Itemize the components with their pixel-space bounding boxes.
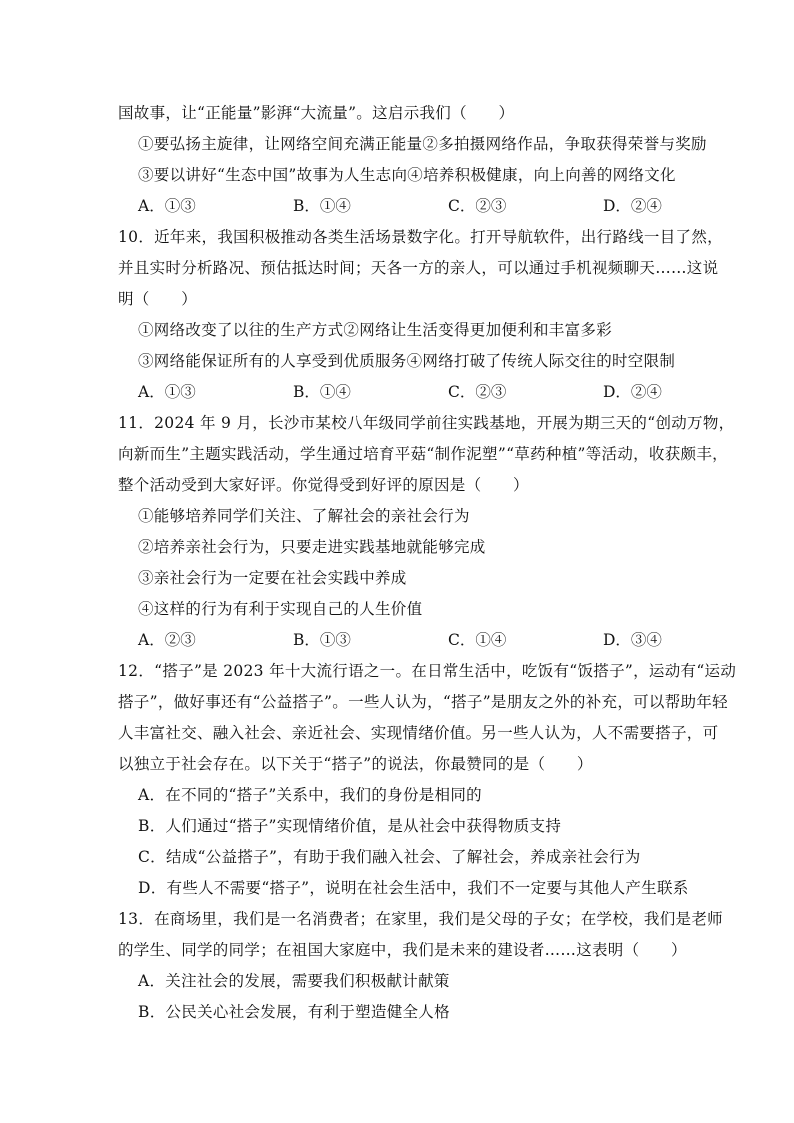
q9-option-d[interactable]: D．②④ bbox=[603, 197, 662, 215]
q12-option-b[interactable]: B．人们通过“搭子”实现情绪价值，是从社会中获得物质支持 bbox=[138, 817, 562, 835]
q9-stem-tail: 国故事，让“正能量”影湃“大流量”。这启示我们（ ） bbox=[118, 104, 515, 122]
q12-stem-line-3: 人丰富社交、融入社会、亲近社会、实现情绪价值。另一些人认为，人不需要搭子，可 bbox=[118, 724, 719, 742]
q10-stem-line-2: 并且实时分析路况、预估抵达时间；天各一方的亲人，可以通过手机视频聊天……这说 bbox=[118, 259, 719, 277]
q10-statement-3-4: ③网络能保证所有的人享受到优质服务④网络打破了传统人际交往的时空限制 bbox=[138, 352, 676, 370]
q11-stem-line-3: 整个活动受到大家好评。你觉得受到好评的原因是（ ） bbox=[118, 476, 529, 494]
q11-stem-line-1: 11．2024 年 9 月，长沙市某校八年级同学前往实践基地，开展为期三天的“创动万物， bbox=[118, 414, 735, 432]
q11-option-b[interactable]: B．①③ bbox=[293, 631, 351, 649]
q10-option-a[interactable]: A．①③ bbox=[138, 383, 196, 401]
q10-option-b[interactable]: B．①④ bbox=[293, 383, 351, 401]
q9-options bbox=[138, 196, 698, 216]
q10-stem-line-3: 明（ ） bbox=[118, 290, 198, 308]
q12-stem-line-4: 以独立于社会存在。以下关于“搭子”的说法，你最赞同的是（ ） bbox=[118, 755, 593, 773]
q9-option-a[interactable]: A．①③ bbox=[138, 197, 196, 215]
q10-stem-line-1: 10．近年来，我国积极推动各类生活场景数字化。打开导航软件，出行路线一目了然， bbox=[118, 228, 723, 246]
q10-options bbox=[138, 382, 698, 402]
q11-option-c[interactable]: C．①④ bbox=[448, 631, 507, 649]
q13-stem-line-1: 13．在商场里，我们是一名消费者；在家里，我们是父母的子女；在学校，我们是老师 bbox=[118, 910, 723, 928]
q9-statement-1-2: ①要弘扬主旋律，让网络空间充满正能量②多拍摄网络作品，争取获得荣誉与奖励 bbox=[138, 135, 707, 153]
q10-statement-1-2: ①网络改变了以往的生产方式②网络让生活变得更加便利和丰富多彩 bbox=[138, 321, 613, 339]
q9-option-b[interactable]: B．①④ bbox=[293, 197, 351, 215]
q12-option-d[interactable]: D．有些人不需要“搭子”，说明在社会生活中，我们不一定要与其他人产生联系 bbox=[138, 879, 689, 897]
q10-option-c[interactable]: C．②③ bbox=[448, 383, 507, 401]
q11-stem-line-2: 向新而生”主题实践活动，学生通过培育平菇“制作泥塑”“草药种植”等活动，收获颇丰， bbox=[118, 445, 728, 463]
q11-options bbox=[138, 630, 698, 650]
q13-option-b[interactable]: B．公民关心社会发展，有利于塑造健全人格 bbox=[138, 1003, 450, 1021]
q13-stem-line-2: 的学生、同学的同学；在祖国大家庭中，我们是未来的建设者……这表明（ ） bbox=[118, 941, 687, 959]
q9-statement-3-4: ③要以讲好“生态中国”故事为人生志向④培养积极健康，向上向善的网络文化 bbox=[138, 166, 676, 184]
q12-option-a[interactable]: A．在不同的“搭子”关系中，我们的身份是相同的 bbox=[138, 786, 482, 804]
q12-stem-line-1: 12．“搭子”是 2023 年十大流行语之一。在日常生活中，吃饭有“饭搭子”，运动有“运动 bbox=[118, 662, 737, 680]
q12-option-c[interactable]: C．结成“公益搭子”，有助于我们融入社会、了解社会，养成亲社会行为 bbox=[138, 848, 641, 866]
q9-option-c[interactable]: C．②③ bbox=[448, 197, 507, 215]
q11-statement-3: ③亲社会行为一定要在社会实践中养成 bbox=[138, 569, 407, 587]
q13-option-a[interactable]: A．关注社会的发展，需要我们积极献计献策 bbox=[138, 972, 450, 990]
q11-option-a[interactable]: A．②③ bbox=[138, 631, 196, 649]
q11-statement-4: ④这样的行为有利于实现自己的人生价值 bbox=[138, 600, 423, 618]
q11-option-d[interactable]: D．③④ bbox=[603, 631, 662, 649]
q11-statement-2: ②培养亲社会行为，只要走进实践基地就能够完成 bbox=[138, 538, 486, 556]
q11-statement-1: ①能够培养同学们关注、了解社会的亲社会行为 bbox=[138, 507, 470, 525]
q10-option-d[interactable]: D．②④ bbox=[603, 383, 662, 401]
q12-stem-line-2: 搭子”，做好事还有“公益搭子”。一些人认为，“搭子”是朋友之外的补充，可以帮助年轻 bbox=[118, 693, 728, 711]
